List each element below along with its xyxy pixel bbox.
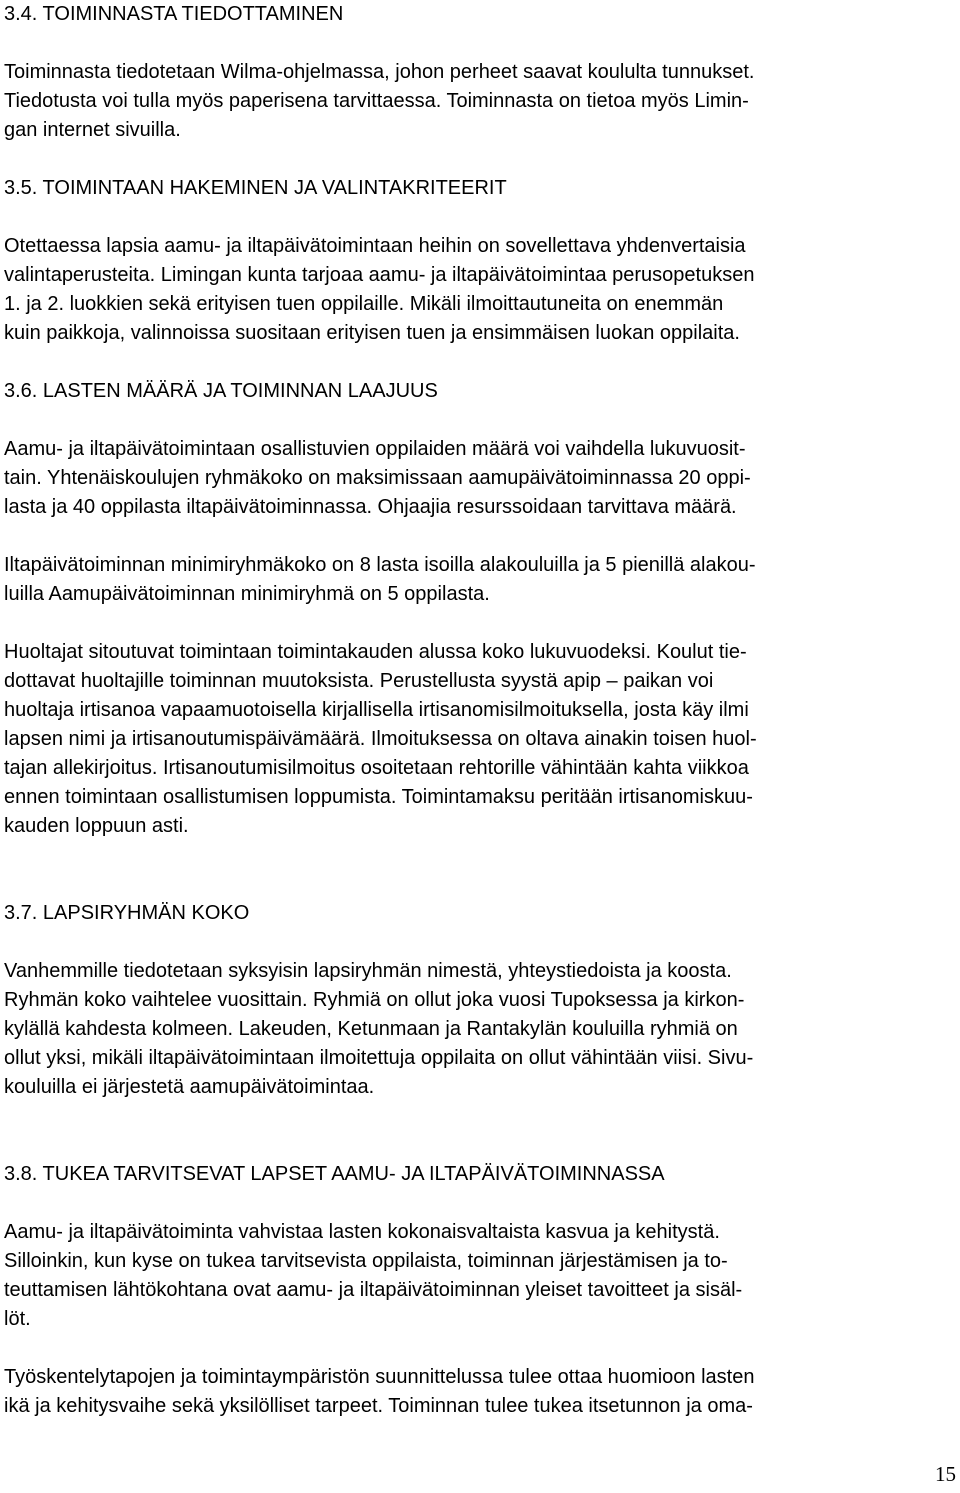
text-line: gan internet sivuilla. <box>4 119 181 141</box>
text-line: dottavat huoltajille toiminnan muutoksista. Perustellusta syystä apip – paikan voi <box>4 670 714 692</box>
text-line: 1. ja 2. luokkien sekä erityisen tuen oppilaille. Mikäli ilmoittautuneita on enemmän <box>4 293 724 315</box>
text-line: Vanhemmille tiedotetaan syksyisin lapsiryhmän nimestä, yhteystiedoista ja koosta. <box>4 960 732 982</box>
text-line: Silloinkin, kun kyse on tukea tarvitsevista oppilaista, toiminnan järjestämisen ja to- <box>4 1250 728 1272</box>
text-line: Otettaessa lapsia aamu- ja iltapäivätoimintaan heihin on sovellettava yhdenvertaisia <box>4 235 746 257</box>
section-heading-3-5: 3.5. TOIMINTAAN HAKEMINEN JA VALINTAKRITEERIT <box>4 177 507 199</box>
text-line: ennen toimintaan osallistumisen loppumista. Toimintamaksu peritään irtisanomiskuu- <box>4 786 753 808</box>
page-number: 15 <box>935 1462 956 1486</box>
text-line: Iltapäivätoiminnan minimiryhmäkoko on 8 lasta isoilla alakouluilla ja 5 pienillä alakou- <box>4 554 756 576</box>
text-line: kouluilla ei järjestetä aamupäivätoimintaa. <box>4 1076 375 1098</box>
section-heading-3-4: 3.4. TOIMINNASTA TIEDOTTAMINEN <box>4 3 344 25</box>
text-line: kuin paikkoja, valinnoissa suositaan erityisen tuen ja ensimmäisen luokan oppilaita. <box>4 322 740 344</box>
text-line: lapsen nimi ja irtisanoutumispäivämäärä. Ilmoituksessa on oltava ainakin toisen huol- <box>4 728 757 750</box>
text-line: kauden loppuun asti. <box>4 815 189 837</box>
section-heading-3-8: 3.8. TUKEA TARVITSEVAT LAPSET AAMU- JA ILTAPÄIVÄTOIMINNASSA <box>4 1163 665 1185</box>
document-page <box>4 0 956 1421</box>
text-line: tajan allekirjoitus. Irtisanoutumisilmoitus osoitetaan rehtorille vähintään kahta viikkoa <box>4 757 749 779</box>
text-line: Tiedotusta voi tulla myös paperisena tarvittaessa. Toiminnasta on tietoa myös Limin- <box>4 90 749 112</box>
text-line: huoltaja irtisanoa vapaamuotoisella kirjallisella irtisanomisilmoituksella, josta käy ilmi <box>4 699 749 721</box>
text-line: kylällä kahdesta kolmeen. Lakeuden, Ketunmaan ja Rantakylän kouluilla ryhmiä on <box>4 1018 738 1040</box>
text-line: Työskentelytapojen ja toimintaympäristön suunnittelussa tulee ottaa huomioon lasten <box>4 1366 755 1388</box>
text-line: Toiminnasta tiedotetaan Wilma-ohjelmassa, johon perheet saavat koululta tunnukset. <box>4 61 755 83</box>
text-line: Huoltajat sitoutuvat toimintaan toimintakauden alussa koko lukuvuodeksi. Koulut tie- <box>4 641 747 663</box>
section-heading-3-7: 3.7. LAPSIRYHMÄN KOKO <box>4 902 250 924</box>
text-line: luilla Aamupäivätoiminnan minimiryhmä on 5 oppilasta. <box>4 583 490 605</box>
section-heading-3-6: 3.6. LASTEN MÄÄRÄ JA TOIMINNAN LAAJUUS <box>4 380 438 402</box>
text-line: tain. Yhtenäiskoulujen ryhmäkoko on maksimissaan aamupäivätoiminnassa 20 oppi- <box>4 467 751 489</box>
text-line: teuttamisen lähtökohtana ovat aamu- ja iltapäivätoiminnan yleiset tavoitteet ja sisäl- <box>4 1279 743 1301</box>
text-line: löt. <box>4 1308 31 1330</box>
text-line: Aamu- ja iltapäivätoiminta vahvistaa lasten kokonaisvaltaista kasvua ja kehitystä. <box>4 1221 720 1243</box>
text-line: ikä ja kehitysvaihe sekä yksilölliset tarpeet. Toiminnan tulee tukea itsetunnon ja oma- <box>4 1395 753 1417</box>
text-line: lasta ja 40 oppilasta iltapäivätoiminnassa. Ohjaajia resurssoidaan tarvittava määrä. <box>4 496 737 518</box>
text-line: ollut yksi, mikäli iltapäivätoimintaan ilmoitettuja oppilaita on ollut vähintään viisi. Sivu- <box>4 1047 754 1069</box>
text-line: valintaperusteita. Limingan kunta tarjoaa aamu- ja iltapäivätoimintaa perusopetuksen <box>4 264 755 286</box>
text-line: Ryhmän koko vaihtelee vuosittain. Ryhmiä on ollut joka vuosi Tupoksessa ja kirkon- <box>4 989 745 1011</box>
text-line: Aamu- ja iltapäivätoimintaan osallistuvien oppilaiden määrä voi vaihdella lukuvuosit- <box>4 438 746 460</box>
